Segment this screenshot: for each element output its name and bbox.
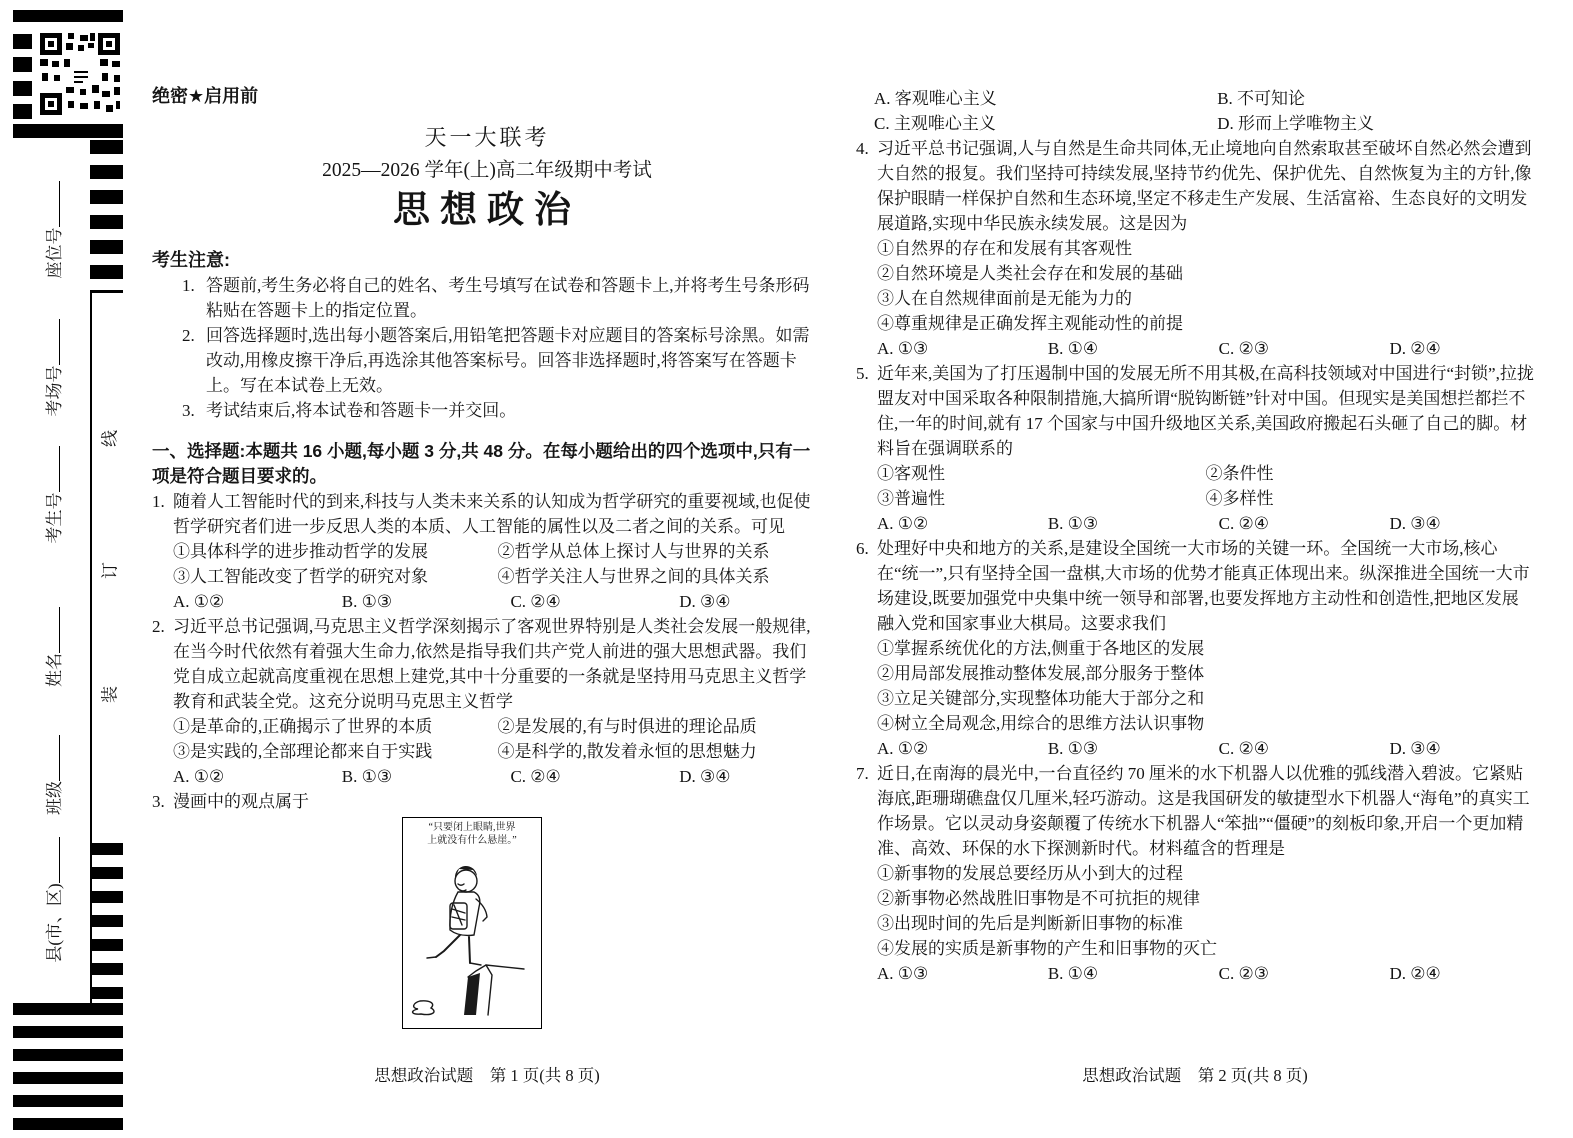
answer-b: B. ①④ <box>1047 964 1099 983</box>
answer-a: A. ①② <box>173 767 225 786</box>
notice-number: 2. <box>182 326 195 345</box>
question-5-options <box>856 461 1534 511</box>
registration-bar-mid <box>13 124 123 138</box>
question-5 <box>856 361 1534 461</box>
question-2-answers <box>152 764 822 789</box>
exam-organizer: 天一大联考 <box>424 125 550 150</box>
field-county: 县(市、区) <box>43 800 67 1000</box>
field-exam-room: 考场号 <box>43 268 67 468</box>
answer-c: C. ②④ <box>510 767 561 786</box>
answer-d: D. 形而上学唯物主义 <box>1217 114 1374 133</box>
answer-c: C. 主观唯心主义 <box>874 114 996 133</box>
timing-marks-bottom <box>13 1003 123 1131</box>
field-seat-number: 座位号 <box>43 130 67 330</box>
question-number: 7. <box>856 764 869 783</box>
question-4-options <box>856 236 1534 336</box>
option-1: ①客观性 <box>877 464 945 483</box>
question-7-answers <box>856 961 1534 986</box>
question-1 <box>152 489 822 539</box>
answer-d: D. ②④ <box>1389 964 1441 983</box>
option-3: ③普遍性 <box>877 489 945 508</box>
option-4: ④哲学关注人与世界之间的具体关系 <box>497 567 770 586</box>
answer-b: B. ①③ <box>341 592 393 611</box>
binding-char-line: 线 <box>100 430 120 447</box>
question-6 <box>856 536 1534 636</box>
question-2 <box>152 614 822 714</box>
option-4: ④树立全局观念,用综合的思维方法认识事物 <box>877 714 1205 733</box>
page-1 <box>152 84 822 1029</box>
answer-b: B. ①③ <box>1047 514 1099 533</box>
answer-a: A. ①② <box>877 514 929 533</box>
blank-line <box>45 447 60 493</box>
cartoon-figure <box>406 847 530 1019</box>
answer-a: A. ①② <box>877 739 929 758</box>
blank-line <box>45 735 60 781</box>
answer-b: B. 不可知论 <box>1217 89 1306 108</box>
question-stem: 漫画中的观点属于 <box>173 792 309 811</box>
question-stem: 习近平总书记强调,马克思主义哲学深刻揭示了客观世界特别是人类社会发展一般规律,在当今时代依然有着强大生命力,依然是指导我们共产党人前进的强大思想武器。我们党自成立起就高度重视在思想上建党,其中十分重要的一条就是坚持用马克思主义哲学教育和武装全党。这充分说明马克思主义哲学 <box>173 617 811 711</box>
blank-line <box>45 607 60 653</box>
field-name: 姓名 <box>43 547 67 747</box>
option-2: ②哲学从总体上探讨人与世界的关系 <box>497 542 770 561</box>
notice-text: 回答选择题时,选出每小题答案后,用铅笔把答题卡对应题目的答案标号涂黑。如需改动,用橡皮擦干净后,再选涂其他答案标号。回答非选择题时,将答案写在答题卡上。写在本试卷上无效。 <box>206 326 810 395</box>
question-7-options <box>856 861 1534 961</box>
answer-a: A. 客观唯心主义 <box>874 89 997 108</box>
question-stem: 近年来,美国为了打压遏制中国的发展无所不用其极,在高科技领域对中国进行“封锁”,拉拢盟友对中国采取各种限制措施,大搞所谓“脱钩断链”针对中国。但现实是美国想拦都拦不住,一年的时间,就有 17 个国家与中国升级地区关系,美国政府搬起石头砸了自己的脚。材料旨在强调联系的 <box>877 364 1534 458</box>
answer-a: A. ①③ <box>877 964 929 983</box>
question-stem: 随着人工智能时代的到来,科技与人类未来关系的认知成为哲学研究的重要视域,也促使哲学研究者们进一步反思人类的本质、人工智能的属性以及二者之间的关系。可见 <box>173 492 811 536</box>
section-heading: 一、选择题:本题共 16 小题,每小题 3 分,共 48 分。在每小题给出的四个选项中,只有一项是符合题目要求的。 <box>152 441 811 486</box>
answer-c: C. ②④ <box>1218 739 1269 758</box>
question-6-answers <box>856 736 1534 761</box>
option-3: ③人工智能改变了哲学的研究对象 <box>173 567 428 586</box>
option-1: ①掌握系统优化的方法,侧重于各地区的发展 <box>877 639 1205 658</box>
notice-number: 1. <box>182 276 195 295</box>
timing-marks-upper <box>90 140 123 293</box>
option-4: ④尊重规律是正确发挥主观能动性的前提 <box>877 314 1183 333</box>
registration-bar-top <box>13 10 123 22</box>
notice-title: 考生注意: <box>152 250 230 270</box>
blank-line <box>45 837 60 883</box>
question-1-answers <box>152 589 822 614</box>
binding-line <box>90 293 92 1005</box>
question-3 <box>152 789 822 814</box>
question-5-answers <box>856 511 1534 536</box>
answer-d: D. ③④ <box>679 767 731 786</box>
option-3: ③是实践的,全部理论都来自于实践 <box>173 742 433 761</box>
question-4-answers <box>856 336 1534 361</box>
answer-d: D. ③④ <box>1389 514 1441 533</box>
exam-session-title: 2025—2026 学年(上)高二年级期中考试 <box>322 160 652 181</box>
cartoon-caption: “只要闭上眼睛,世界 上就没有什么悬崖。” <box>427 822 517 846</box>
notice-text: 考试结束后,将本试卷和答题卡一并交回。 <box>206 401 517 420</box>
blank-line <box>45 182 60 228</box>
question-number: 3. <box>152 792 165 811</box>
option-1: ①自然界的存在和发展有其客观性 <box>877 239 1132 258</box>
notice-item <box>152 323 822 398</box>
answer-d: D. ③④ <box>1389 739 1441 758</box>
option-1: ①新事物的发展总要经历从小到大的过程 <box>877 864 1183 883</box>
binding-char-bind: 装 <box>100 686 120 703</box>
option-2: ②新事物必然战胜旧事物是不可抗拒的规律 <box>877 889 1200 908</box>
option-2: ②是发展的,有与时俱进的理论品质 <box>497 717 757 736</box>
question-number: 2. <box>152 617 165 636</box>
subject-title: 思想政治 <box>393 189 581 230</box>
notice-item <box>152 398 822 423</box>
question-stem: 处理好中央和地方的关系,是建设全国统一大市场的关键一环。全国统一大市场,核心在“统一”,只有坚持全国一盘棋,大市场的优势才能真正体现出来。纵深推进全国统一大市场建设,既要加强党中央集中统一领导和部署,也要发挥地方主动性和创造性,把地区发展融入党和国家事业大棋局。这要求我们 <box>877 539 1530 633</box>
question-1-options <box>152 539 822 589</box>
option-4: ④是科学的,散发着永恒的思想魅力 <box>497 742 757 761</box>
registration-block <box>13 34 32 49</box>
timing-marks-lower <box>92 843 123 1000</box>
page-1-footer: 思想政治试题 第 1 页(共 8 页) <box>374 1066 600 1085</box>
question-7 <box>856 761 1534 861</box>
answer-d: D. ②④ <box>1389 339 1441 358</box>
option-3: ③立足关键部分,实现整体功能大于部分之和 <box>877 689 1205 708</box>
answer-c: C. ②③ <box>1218 339 1269 358</box>
security-classification: 绝密★启用前 <box>152 86 259 106</box>
option-2: ②自然环境是人类社会存在和发展的基础 <box>877 264 1183 283</box>
qr-code <box>38 31 122 117</box>
registration-block <box>13 104 32 119</box>
option-2: ②用局部发展推动整体发展,部分服务于整体 <box>877 664 1205 683</box>
option-4: ④发展的实质是新事物的产生和旧事物的灭亡 <box>877 939 1217 958</box>
question-stem: 习近平总书记强调,人与自然是生命共同体,无止境地向自然索取甚至破坏自然必然会遭到大自然的报复。我们坚持可持续发展,坚持节约优先、保护优先、自然恢复为主的方针,像保护眼睛一样保护自然和生态环境,坚定不移走生产发展、生活富裕、生态良好的文明发展道路,实现中华民族永续发展。这是因为 <box>877 139 1532 233</box>
cartoon-panel <box>402 817 542 1029</box>
question-number: 6. <box>856 539 869 558</box>
binding-char-staple: 订 <box>100 562 120 579</box>
field-candidate-number: 考生号 <box>43 395 67 595</box>
answer-a: A. ①③ <box>877 339 929 358</box>
option-3: ③出现时间的先后是判断新旧事物的标准 <box>877 914 1183 933</box>
registration-block <box>13 57 32 72</box>
question-3-answers <box>856 86 1534 136</box>
answer-a: A. ①② <box>173 592 225 611</box>
blank-line <box>45 320 60 366</box>
answer-c: C. ②③ <box>1218 964 1269 983</box>
answer-c: C. ②④ <box>510 592 561 611</box>
option-1: ①是革命的,正确揭示了世界的本质 <box>173 717 433 736</box>
page-2-footer: 思想政治试题 第 2 页(共 8 页) <box>1082 1066 1308 1085</box>
option-3: ③人在自然规律面前是无能为力的 <box>877 289 1132 308</box>
notice-number: 3. <box>182 401 195 420</box>
notice-text: 答题前,考生务必将自己的姓名、考生号填写在试卷和答题卡上,并将考生号条形码粘贴在答题卡上的指定位置。 <box>206 276 810 320</box>
option-2: ②条件性 <box>1205 464 1274 483</box>
answer-b: B. ①③ <box>341 767 393 786</box>
option-1: ①具体科学的进步推动哲学的发展 <box>173 542 428 561</box>
option-4: ④多样性 <box>1205 489 1274 508</box>
notice-item <box>152 273 822 323</box>
page-2 <box>856 86 1534 986</box>
answer-d: D. ③④ <box>679 592 731 611</box>
answer-b: B. ①④ <box>1047 339 1099 358</box>
field-class: 班级 <box>43 675 67 875</box>
question-4 <box>856 136 1534 236</box>
registration-block <box>13 81 32 96</box>
question-number: 4. <box>856 139 869 158</box>
question-6-options <box>856 636 1534 736</box>
question-stem: 近日,在南海的晨光中,一台直径约 70 厘米的水下机器人以优雅的弧线潜入碧波。它紧贴海底,距珊瑚礁盘仅几厘米,轻巧游动。这是我国研发的敏捷型水下机器人“海龟”的真实工作场景。它以灵动身姿颠覆了传统水下机器人“笨拙”“僵硬”的刻板印象,开启一个更加精准、高效、环保的水下探测新时代。材料蕴含的哲理是 <box>877 764 1530 858</box>
question-2-options <box>152 714 822 764</box>
answer-c: C. ②④ <box>1218 514 1269 533</box>
question-number: 1. <box>152 492 165 511</box>
answer-b: B. ①③ <box>1047 739 1099 758</box>
question-number: 5. <box>856 364 869 383</box>
